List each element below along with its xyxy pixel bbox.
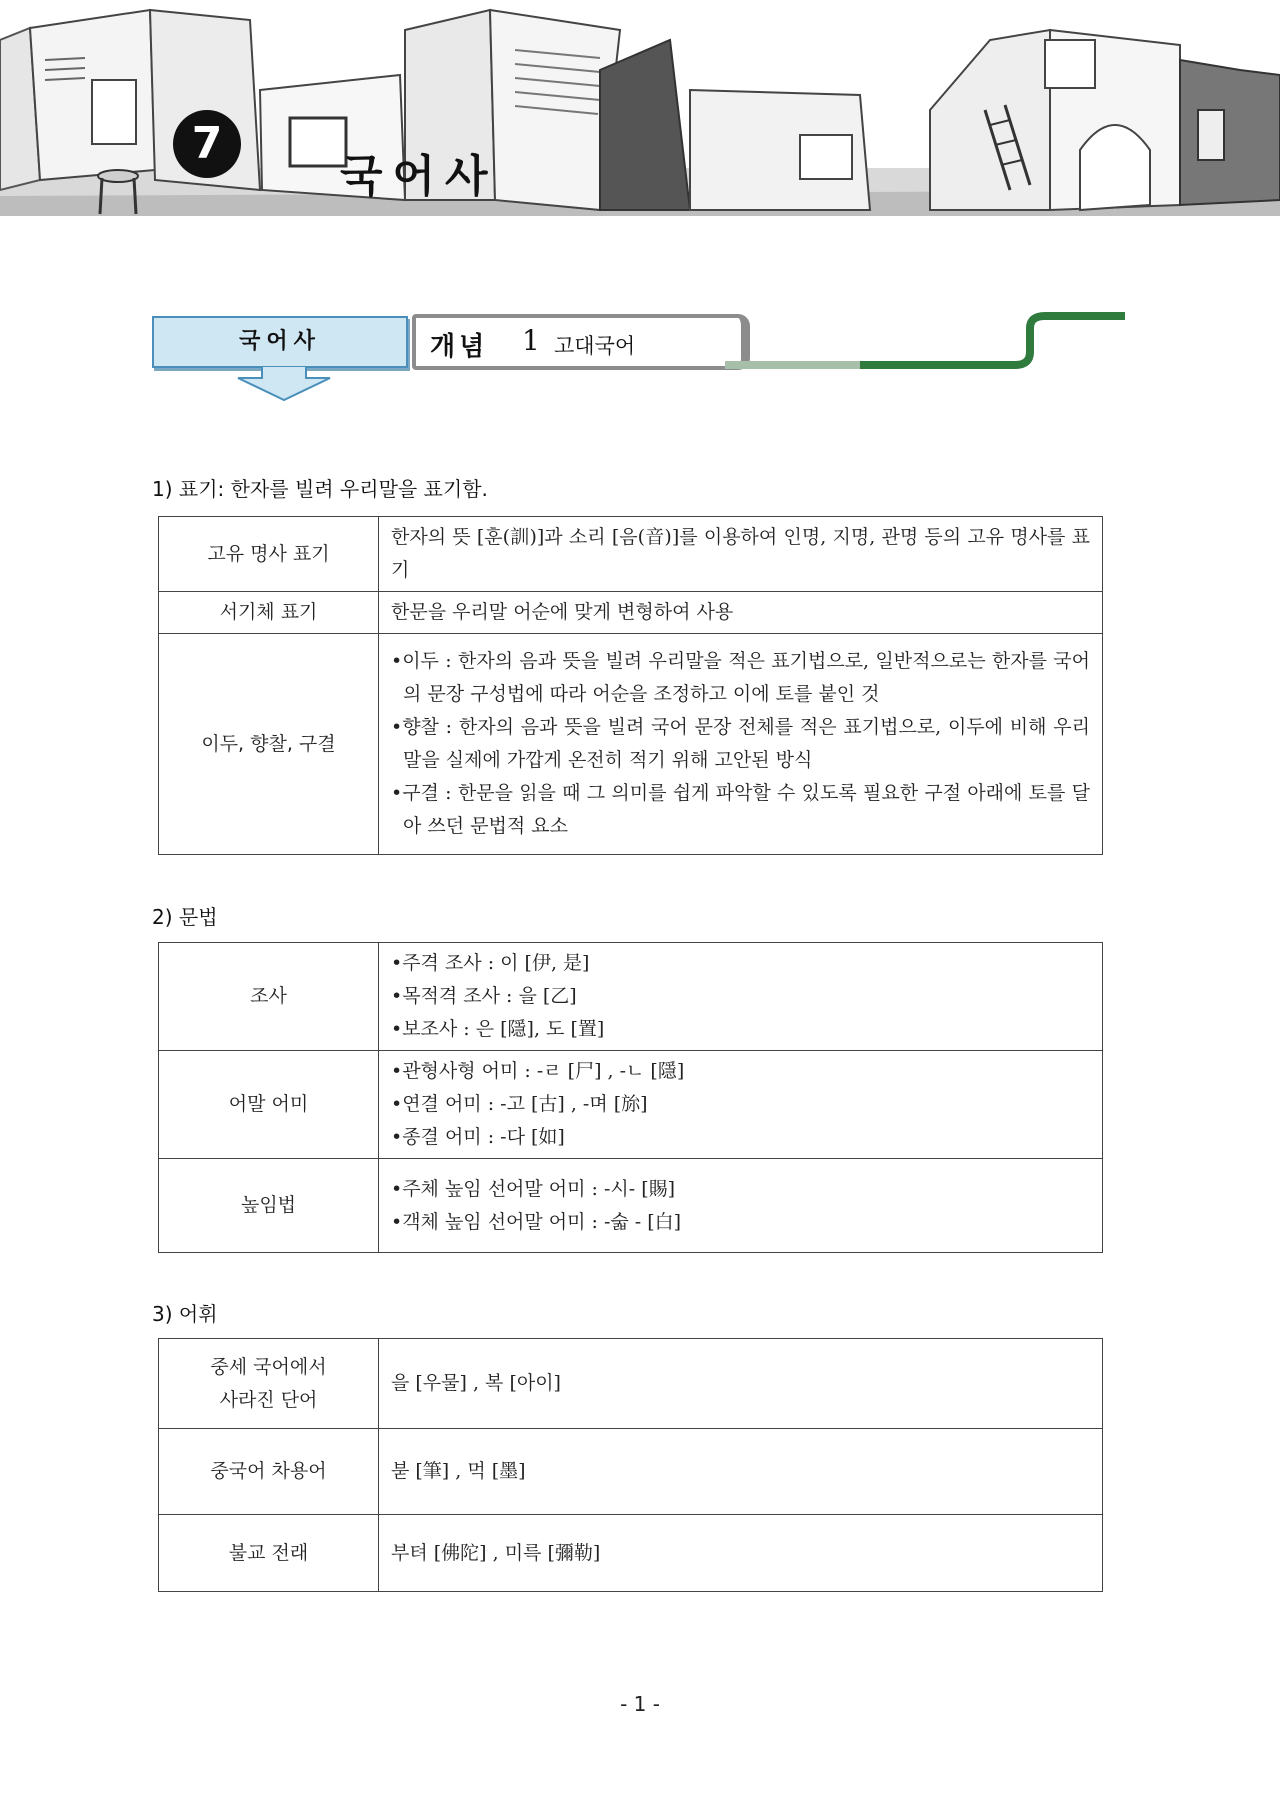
list-item: •객체 높임 선어말 어미 : -숣 - [白] bbox=[391, 1210, 682, 1233]
row-header-line: 사라진 단어 bbox=[219, 1388, 318, 1411]
row-header: 고유 명사 표기 bbox=[159, 517, 379, 592]
row-content: 부텨 [佛陀] , 미륵 [彌勒] bbox=[379, 1515, 1103, 1592]
concept-number: 1 bbox=[522, 324, 540, 357]
section-3-title: 3) 어휘 bbox=[152, 1302, 218, 1326]
row-header: 서기체 표기 bbox=[159, 592, 379, 634]
page-number: - 1 - bbox=[620, 1692, 660, 1716]
table-row bbox=[159, 1051, 1103, 1159]
down-arrow-icon bbox=[236, 366, 332, 402]
list-item: •종결 어미 : -다 [如] bbox=[391, 1126, 565, 1148]
table-row bbox=[159, 943, 1103, 1051]
list-item: •보조사 : 은 [隱], 도 [置] bbox=[391, 1018, 605, 1040]
section-1-title: 1) 표기: 한자를 빌려 우리말을 표기함. bbox=[152, 477, 488, 501]
list-item: •관형사형 어미 : -ㄹ [尸] , -ㄴ [隱] bbox=[391, 1060, 685, 1082]
table-row bbox=[159, 517, 1103, 592]
list-item: •이두 : 한자의 음과 뜻을 빌려 우리말을 적은 표기법으로, 일반적으로는 한자를 국어의 문장 구성법에 따라 어순을 조정하고 이에 토를 붙인 것 bbox=[391, 650, 1090, 705]
row-header: 중국어 차용어 bbox=[159, 1429, 379, 1515]
table-row bbox=[159, 1515, 1103, 1592]
table-row bbox=[159, 592, 1103, 634]
row-header: 조사 bbox=[159, 943, 379, 1051]
concept-label: 개념 bbox=[430, 332, 489, 362]
row-content: 한자의 뜻 [훈(訓)]과 소리 [음(音)]를 이용하여 인명, 지명, 관명 등의 고유 명사를 표기 bbox=[379, 517, 1103, 592]
row-content: 붇 [筆] , 먹 [墨] bbox=[379, 1429, 1103, 1515]
row-header: 이두, 향찰, 구결 bbox=[159, 634, 379, 855]
list-item: •향찰 : 한자의 음과 뜻을 빌려 국어 문장 전체를 적은 표기법으로, 이두에 비해 우리말을 실제에 가깝게 온전히 적기 위해 고안된 방식 bbox=[391, 716, 1090, 771]
table-row bbox=[159, 634, 1103, 855]
row-content: 한문을 우리말 어순에 맞게 변형하여 사용 bbox=[379, 592, 1103, 634]
list-item: •목적격 조사 : 을 [乙] bbox=[391, 985, 577, 1007]
concept-title: 고대국어 bbox=[554, 334, 636, 358]
chapter-title: 국어사 bbox=[340, 151, 498, 202]
table-row bbox=[159, 1339, 1103, 1429]
grammar-table bbox=[158, 942, 1103, 1253]
table-row bbox=[159, 1159, 1103, 1253]
row-header bbox=[159, 1339, 379, 1429]
row-header-line: 중세 국어에서 bbox=[210, 1355, 327, 1378]
header-rule bbox=[725, 312, 1125, 372]
table-row bbox=[159, 1429, 1103, 1515]
list-item: •구결 : 한문을 읽을 때 그 의미를 쉽게 파악할 수 있도록 필요한 구절 아래에 토를 달아 쓰던 문법적 요소 bbox=[391, 782, 1090, 837]
section-tag: 국어사 bbox=[152, 316, 408, 368]
chapter-number: 7 bbox=[191, 118, 223, 169]
notation-table bbox=[158, 516, 1103, 855]
row-header: 어말 어미 bbox=[159, 1051, 379, 1159]
row-header: 불교 전래 bbox=[159, 1515, 379, 1592]
row-content: 을 [우물] , 복 [아이] bbox=[379, 1339, 1103, 1429]
list-item: •주체 높임 선어말 어미 : -시- [賜] bbox=[391, 1177, 676, 1200]
banner-illustration bbox=[0, 0, 1280, 216]
list-item: •주격 조사 : 이 [伊, 是] bbox=[391, 952, 590, 974]
section-2-title: 2) 문법 bbox=[152, 905, 218, 929]
row-header: 높임법 bbox=[159, 1159, 379, 1253]
list-item: •연결 어미 : -고 [古] , -며 [旀] bbox=[391, 1093, 648, 1115]
chapter-banner bbox=[0, 0, 1280, 216]
vocabulary-table bbox=[158, 1338, 1103, 1592]
concept-header bbox=[150, 312, 1125, 402]
